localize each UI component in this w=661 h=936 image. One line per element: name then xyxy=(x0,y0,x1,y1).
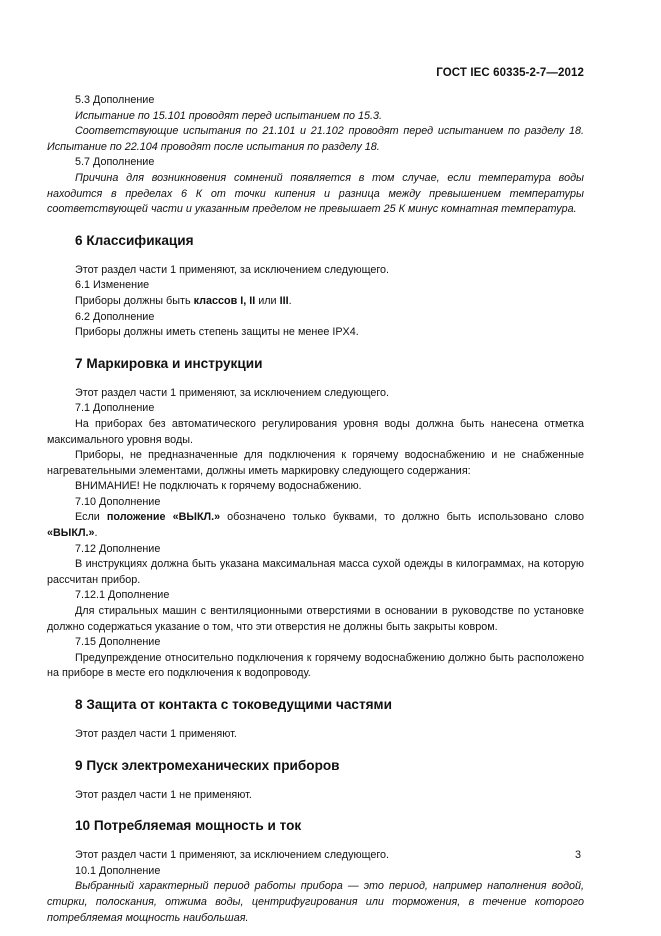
clause-6-2-label: 6.2 Дополнение xyxy=(75,310,155,323)
clause-7-10-label: 7.10 Дополнение xyxy=(75,495,161,508)
document-body xyxy=(47,93,584,926)
page-number: 3 xyxy=(574,849,581,861)
section-7-intro: Этот раздел части 1 применяют, за исключением следующего. xyxy=(75,386,390,399)
clause-5-3-text-b: Соответствующие испытания по 21.101 и 21.102 проводят перед испытанием по разделу 18. Испытание по 22.104 проводят после испытания по разделу 18. xyxy=(47,125,584,153)
clause-7-12-text: В инструкциях должна быть указана максимальная масса сухой одежды в килограммах, на которую рассчитан прибор. xyxy=(47,558,584,586)
clause-7-1-text-a: На приборах без автоматического регулирования уровня воды должна быть нанесена отметка максимального уровня воды. xyxy=(47,417,584,446)
section-8-intro: Этот раздел части 1 применяют. xyxy=(75,728,237,740)
clause-5-7-label: 5.7 Дополнение xyxy=(75,156,155,169)
clause-7-12-1-label: 7.12.1 Дополнение xyxy=(75,589,170,602)
clause-7-15-text: Предупреждение относительно подключения к горячему водоснабжению должно быть расположено на приборе в месте его подключения к водопроводу. xyxy=(47,651,584,680)
clause-6-2-text: Приборы должны иметь степень защиты не менее IPX4. xyxy=(75,326,359,339)
clause-5-7-text: Причина для возникновения сомнений появляется в том случае, если температура воды находится в пределах 6 К от точки кипения и разница между превышением температуры соответствующей части и указанным пределом не превышает 25 К минус комнатная температура. xyxy=(47,171,584,216)
clause-7-10-text: Если положение «ВЫКЛ.» обозначено только буквами, то должно быть использовано слово «ВЫКЛ.». xyxy=(47,511,584,540)
section-9-heading: 9 Пуск электромеханических приборов xyxy=(75,757,340,773)
clause-10-1-text: Выбранный характерный период работы прибора — это период, например наполнения водой, стирки, полоскания, отжима воды, центрифугирования или торможения, в течение которого потребляемая мощность наибольшая. xyxy=(47,880,584,924)
clause-10-1-label: 10.1 Дополнение xyxy=(75,864,161,877)
clause-5-3-text-a: Испытание по 15.101 проводят перед испытанием по 15.3. xyxy=(75,109,383,122)
clause-7-12-label: 7.12 Дополнение xyxy=(75,542,161,555)
clause-7-1-warning: ВНИМАНИЕ! Не подключать к горячему водоснабжению. xyxy=(75,480,362,493)
clause-5-3-label: 5.3 Дополнение xyxy=(75,94,155,106)
clause-7-12-1-text: Для стиральных машин с вентиляционными отверстиями в основании в руководстве по установке должно содержаться указание о том, что эти отверстия не должны быть закрыты ковром. xyxy=(47,605,584,633)
section-7-heading: 7 Маркировка и инструкции xyxy=(75,355,263,371)
standard-header: ГОСТ IEC 60335-2-7—2012 xyxy=(436,67,584,79)
clause-7-1-label: 7.1 Дополнение xyxy=(75,402,155,415)
section-9-intro: Этот раздел части 1 не применяют. xyxy=(75,788,252,801)
section-10-heading: 10 Потребляемая мощность и ток xyxy=(75,818,302,834)
clause-6-1-text: Приборы должны быть классов I, II или III. xyxy=(75,294,292,307)
section-6-intro: Этот раздел части 1 применяют, за исключением следующего. xyxy=(75,263,390,276)
clause-7-15-label: 7.15 Дополнение xyxy=(75,636,161,649)
section-8-heading: 8 Защита от контакта с токоведущими частями xyxy=(75,697,392,712)
section-10-intro: Этот раздел части 1 применяют, за исключением следующего. xyxy=(75,849,390,862)
section-6-heading: 6 Классификация xyxy=(75,232,194,248)
clause-7-1-text-b: Приборы, не предназначенные для подключения к горячему водоснабжению и не снабженные нагревательными элементами, должны иметь маркировку следующего содержания: xyxy=(47,449,584,477)
clause-6-1-label: 6.1 Изменение xyxy=(75,279,150,292)
